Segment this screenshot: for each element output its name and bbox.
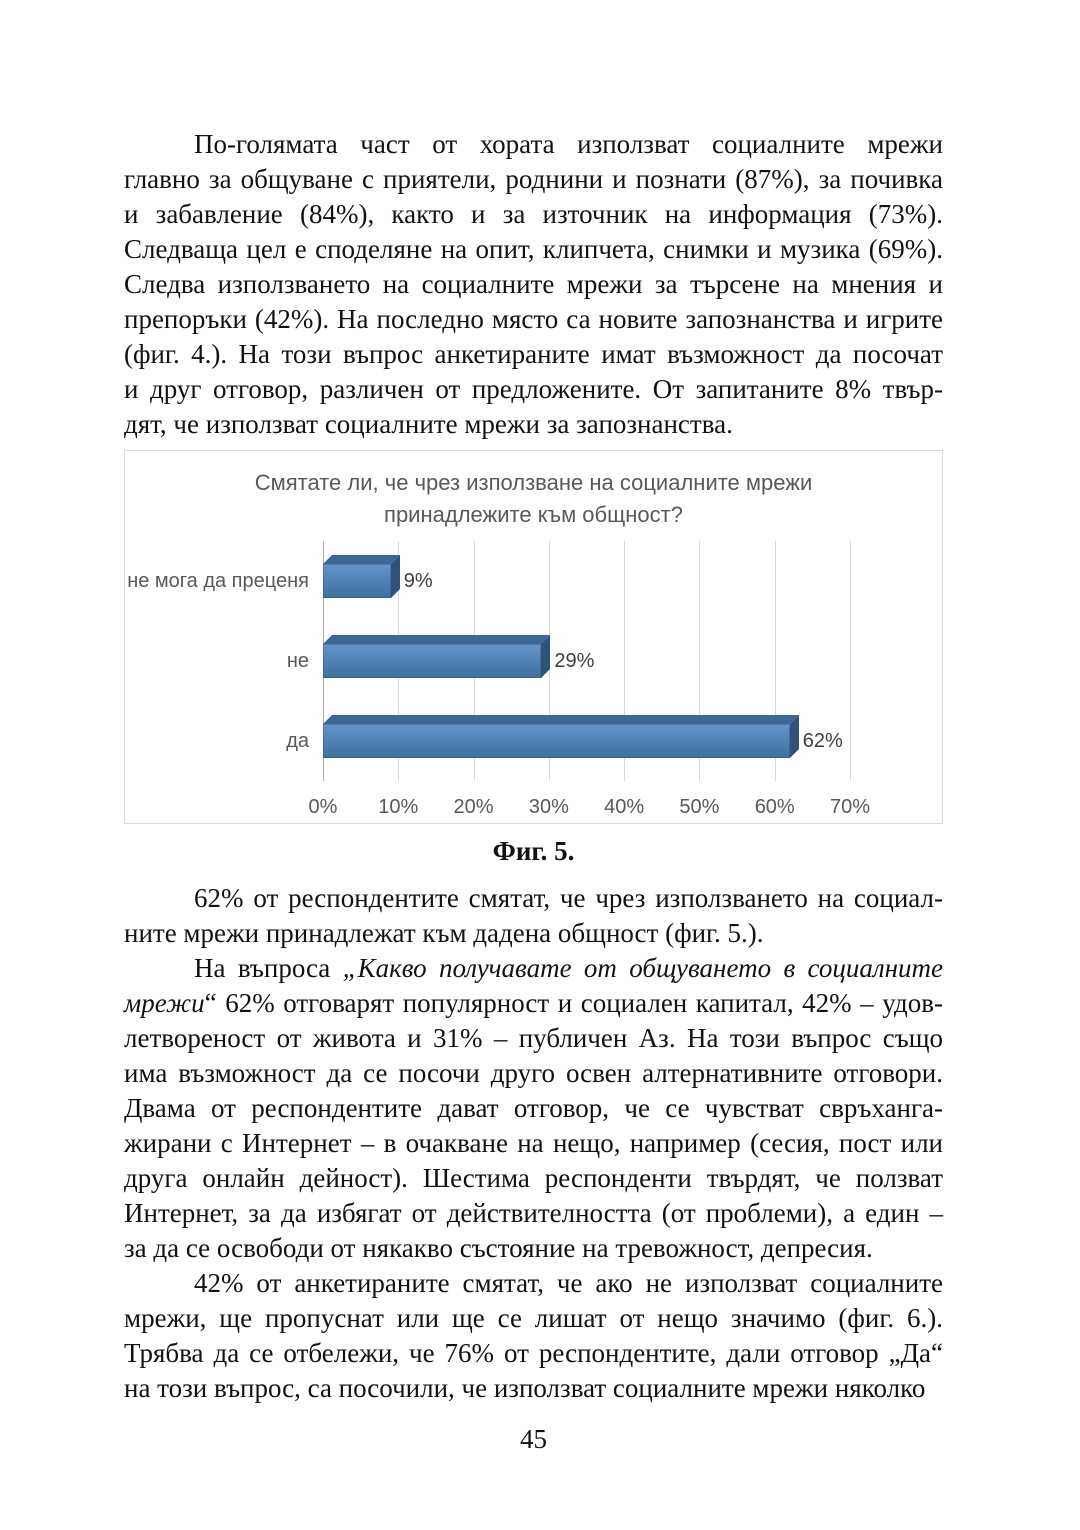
x-axis-ticks — [308, 785, 871, 818]
text-line: има възможност да се посочи друго освен алтернативните отговори. — [124, 1058, 943, 1088]
text-line: за да се освободи от някакво състояние на тревожност, депресия. — [124, 1233, 873, 1263]
text-line — [124, 986, 943, 1021]
text-line: летвореност от живота и 31% – публичен Аз. На този въпрос също — [124, 1023, 943, 1053]
category-label: не — [286, 649, 309, 672]
text-line: на този въпрос, са посочили, че използват социалните мрежи няколко — [124, 1373, 926, 1403]
bar-value-label: 62% — [802, 729, 843, 752]
x-tick-label: 10% — [378, 796, 419, 818]
text-line: ните мрежи принадлежат към дадена общност (фиг. 5.). — [124, 918, 764, 948]
x-tick-label: 50% — [679, 796, 720, 818]
text-line: (фиг. 4.). На този въпрос анкетираните имат възможност да посочат — [124, 339, 943, 369]
text-line: препоръки (42%). На последно място са новите запознанства и игрите — [124, 304, 943, 334]
text-line: жирани с Интернет – в очакване на нещо, например (сесия, пост или — [124, 1128, 943, 1158]
plot-grid — [323, 541, 850, 781]
figure-5-chart — [124, 450, 943, 824]
plot-right-spacer — [850, 541, 942, 781]
bar-value-label: 29% — [554, 649, 595, 672]
x-axis — [125, 785, 942, 818]
text-line: Двама от респондентите дават отговор, че се чувстват свръханга- — [124, 1093, 943, 1123]
category-label: да — [286, 729, 309, 752]
text-line: Следва използването на социалните мрежи за търсене на мнения и — [124, 269, 943, 299]
text-line: и друг отговор, различен от предложените. От запитаните 8% твър- — [124, 374, 943, 404]
text-line: и забавление (84%), както и за източник на информация (73%). — [124, 199, 943, 229]
text-line: По-голямата част от хората използват социалните мрежи — [194, 129, 943, 159]
text-run: “ 62% отговарят популярност и социален капитал, 42% – удов- — [204, 988, 943, 1018]
x-axis-left-spacer — [125, 785, 323, 815]
chart-title-line: Смятате ли, че чрез използване на социалните мрежи — [254, 470, 813, 495]
y-axis-category-labels — [125, 541, 323, 781]
paragraph-1 — [124, 127, 943, 442]
chart-title — [125, 467, 942, 531]
bar-row — [323, 621, 850, 701]
paragraph-3 — [124, 951, 943, 1266]
category-label: не мога да преценя — [127, 569, 309, 592]
paragraph-2 — [124, 881, 943, 951]
chart-title-line: принадлежите към общност? — [384, 502, 683, 527]
text-line — [124, 951, 943, 986]
x-tick-label: 0% — [308, 796, 338, 818]
text-line: Трябва да се отбележи, че 76% от респондентите, дали отговор „Да“ — [124, 1338, 943, 1368]
text-line: друга онлайн дейност). Шестима респонденти твърдят, че ползват — [124, 1163, 943, 1193]
page-number: 45 — [520, 1424, 547, 1454]
text-run-italic: мрежи — [124, 988, 205, 1018]
text-line: 62% от респондентите смятат, че чрез използването на социал- — [194, 883, 943, 913]
x-tick-label: 30% — [528, 796, 569, 818]
bar-row — [323, 701, 850, 781]
text-run-italic: „Какво получавате от общуването в социалните — [342, 953, 943, 983]
bar-ne — [323, 644, 541, 678]
text-line: Следваща цел е споделяне на опит, клипчета, снимки и музика (69%). — [124, 234, 943, 264]
chart-plot-area — [125, 541, 942, 781]
text-line: 42% от анкетираните смятат, че ако не използват социалните — [194, 1268, 943, 1298]
paragraph-4 — [124, 1266, 943, 1406]
text-line: мрежи, ще пропуснат или ще се лишат от нещо значимо (фиг. 6.). — [124, 1303, 943, 1333]
text-line: главно за общуване с приятели, роднини и познати (87%), за почивка — [124, 164, 943, 194]
x-tick-label: 60% — [754, 796, 795, 818]
figure-caption: Фиг. 5. — [492, 836, 575, 866]
bar-da — [323, 724, 790, 758]
text-line: Интернет, за да избягат от действителността (от проблеми), а един – — [124, 1198, 943, 1228]
text-line: дят, че използват социалните мрежи за запознанства. — [124, 409, 733, 439]
bar-value-label: 9% — [403, 569, 433, 592]
bar-row — [323, 541, 850, 621]
text-run: На въпроса — [194, 953, 343, 983]
x-tick-label: 40% — [604, 796, 645, 818]
x-tick-label: 20% — [453, 796, 494, 818]
bar-ne-moga-da-precenya — [323, 564, 391, 598]
x-tick-label: 70% — [829, 796, 871, 818]
gridline — [850, 541, 851, 781]
